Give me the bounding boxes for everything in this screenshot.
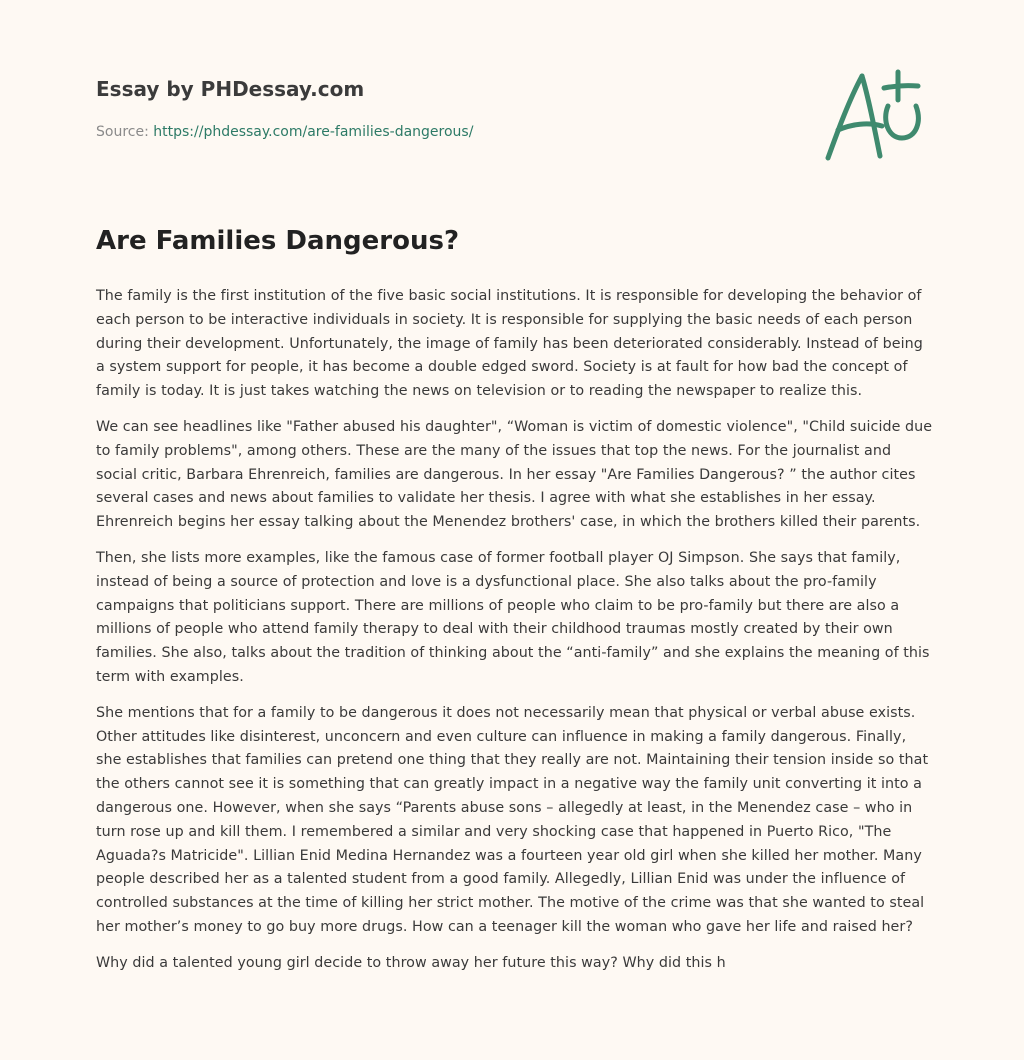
- essay-paragraph: We can see headlines like "Father abused his daughter", “Woman is victim of domestic violence", "Child suicide due to family problems", among others. These are the many of the issues that top the news. For the journalist and social critic, Barbara Ehrenreich, families are dangerous. In her essay "Are Families Dangerous? ” the author cites several cases and news about families to validate her thesis. I agree with what she establishes in her essay. Ehrenreich begins her essay talking about the Menendez brothers' case, in which the brothers killed their parents.: [96, 418, 933, 531]
- source-line: [96, 124, 473, 140]
- essay-paragraph: Why did a talented young girl decide to throw away her future this way? Why did this h: [96, 954, 726, 971]
- essay-paragraph: She mentions that for a family to be dangerous it does not necessarily mean that physical or verbal abuse exists. Other attitudes like disinterest, unconcern and even culture can influence in making a family dangerous. Finally, she establishes that families can pretend one thing that they really are not. Maintaining their tension inside so that the others cannot see it is something that can greatly impact in a negative way the family unit converting it into a dangerous one. However, when she says “Parents abuse sons – allegedly at least, in the Menendez case – who in turn rose up and kill them. I remembered a similar and very shocking case that happened in Puerto Rico, "The Aguada?s Matricide". Lillian Enid Medina Hernandez was a fourteen year old girl when she killed her mother. Many people described her as a talented student from a good family. Allegedly, Lillian Enid was under the influence of controlled substances at the time of killing her strict mother. The motive of the crime was that she wanted to steal her mother’s money to go buy more drugs. How can a teenager kill the woman who gave her life and raised her?: [96, 704, 929, 935]
- site-title: Essay by PHDessay.com: [96, 77, 365, 101]
- essay-body: [96, 285, 934, 988]
- essay-paragraph: Then, she lists more examples, like the famous case of former football player OJ Simpson. She says that family, instead of being a source of protection and love is a dysfunctional place. She also talks about the pro-family campaigns that politicians support. There are millions of people who claim to be pro-family but there are also a millions of people who attend family therapy to deal with their childhood traumas mostly created by their own families. She also, talks about the tradition of thinking about the “anti-family” and she explains the meaning of this term with examples.: [96, 549, 930, 685]
- essay-paragraph: The family is the first institution of the five basic social institutions. It is responsible for developing the behavior of each person to be interactive individuals in society. It is responsible for supplying the basic needs of each person during their development. Unfortunately, the image of family has been deteriorated considerably. Instead of being a system support for people, it has become a double edged sword. Society is at fault for how bad the concept of family is today. It is just takes watching the news on television or to reading the newspaper to realize this.: [96, 288, 923, 400]
- source-link[interactable]: https://phdessay.com/are-families-dangerous/: [153, 124, 474, 140]
- a-plus-grade-icon: [818, 66, 930, 166]
- essay-title: Are Families Dangerous?: [96, 226, 460, 256]
- source-label: Source:: [96, 124, 154, 140]
